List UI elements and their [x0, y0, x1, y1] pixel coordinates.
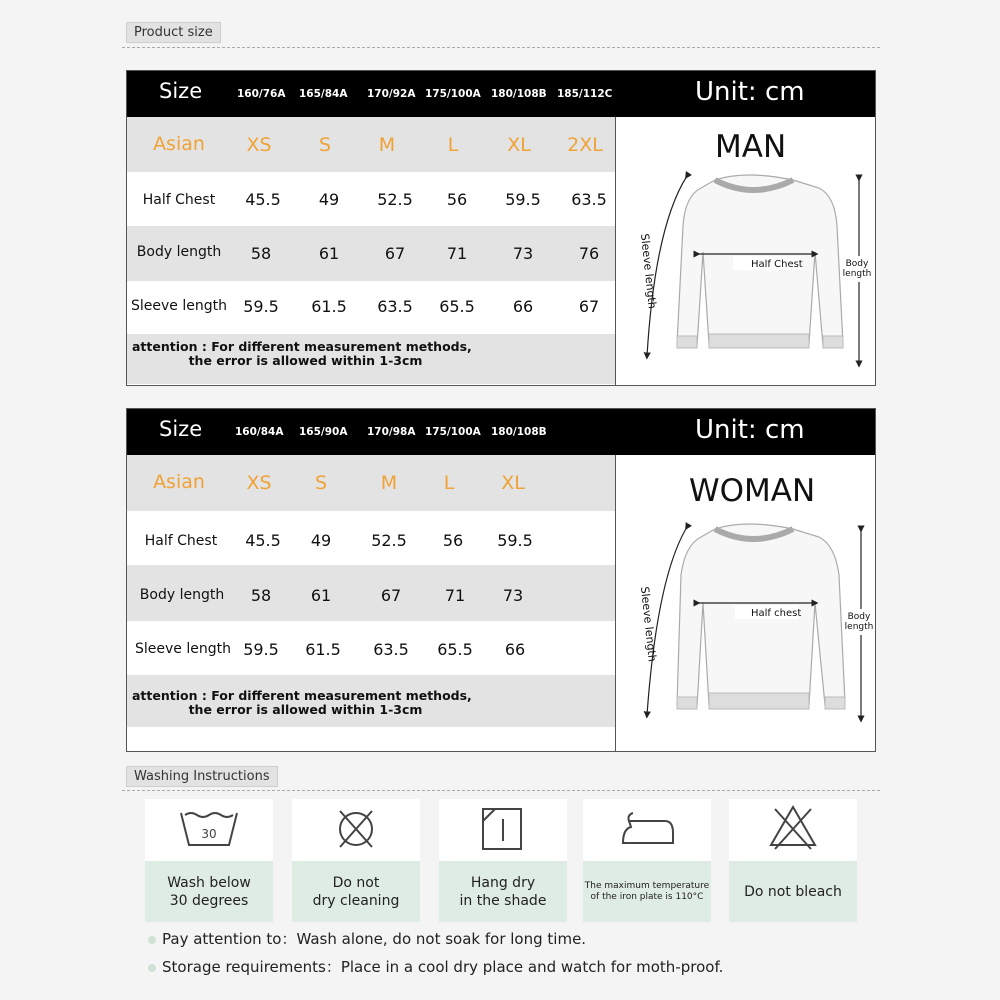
- attention-row: [127, 675, 615, 727]
- value-cell: 52.5: [377, 190, 413, 209]
- hang-dry-shade-icon: [439, 799, 567, 861]
- body-length-label: Body length: [844, 612, 873, 632]
- column-divider: [615, 117, 616, 385]
- size-cell: XL: [501, 472, 525, 494]
- value-cell: 61: [310, 586, 332, 605]
- size-cell: 2XL: [567, 134, 603, 156]
- size-code: 165/84A: [299, 88, 348, 100]
- iron-icon: [583, 799, 711, 861]
- woman-size-chart: [126, 408, 876, 752]
- sleeve-length-label: Sleeve length: [638, 232, 659, 310]
- unit-label: Unit: cm: [695, 77, 805, 107]
- size-code: 180/108B: [491, 88, 547, 100]
- bullet-icon: [148, 936, 156, 944]
- note-text: Wash alone, do not soak for long time.: [296, 930, 587, 948]
- wash-card: [292, 799, 420, 922]
- attention-row: [127, 334, 615, 384]
- size-heading: Size: [159, 417, 203, 441]
- body-length-label: Body length: [842, 259, 872, 279]
- value-cell: 56: [446, 190, 468, 209]
- note-label: Storage requirements：: [162, 958, 341, 976]
- care-note: [148, 928, 586, 949]
- size-code: 170/92A: [367, 88, 416, 100]
- size-cell: XL: [507, 134, 531, 156]
- value-cell: 58: [250, 244, 272, 263]
- wash-instruction-text: Hang dry in the shade: [439, 861, 567, 922]
- table-row: [127, 281, 615, 334]
- size-cell: S: [318, 134, 332, 156]
- man-table-header: [127, 71, 875, 117]
- value-cell: 59.5: [505, 190, 541, 209]
- table-row: [127, 511, 615, 565]
- value-cell: 66: [512, 297, 534, 316]
- sweater-diagram: [617, 166, 873, 376]
- unit-label: Unit: cm: [695, 415, 805, 445]
- value-cell: 65.5: [439, 297, 475, 316]
- value-cell: 67: [578, 297, 600, 316]
- size-cell: L: [447, 134, 459, 156]
- wash-card: [583, 799, 711, 922]
- value-cell: 59.5: [243, 297, 279, 316]
- wash-card: [439, 799, 567, 922]
- no-bleach-icon: [729, 799, 857, 861]
- value-cell: 67: [384, 244, 406, 263]
- size-cell: M: [380, 472, 398, 494]
- value-cell: 61.5: [305, 640, 341, 659]
- attention-note: attention : For different measurement methods, the error is allowed within 1-3cm: [132, 688, 472, 717]
- wash-instruction-text: Do not bleach: [729, 861, 857, 922]
- value-cell: 58: [250, 586, 272, 605]
- section-title-product-size: Product size: [126, 22, 221, 43]
- value-cell: 63.5: [377, 297, 413, 316]
- wash-30-icon: [145, 799, 273, 861]
- bullet-icon: [148, 964, 156, 972]
- section-title-washing: Washing Instructions: [126, 766, 278, 787]
- wash-instruction-text: Do not dry cleaning: [292, 861, 420, 922]
- storage-note: [148, 956, 723, 977]
- row-label: Half Chest: [142, 192, 216, 208]
- value-cell: 63.5: [373, 640, 409, 659]
- attention-note: attention : For different measurement methods, the error is allowed within 1-3cm: [132, 339, 472, 368]
- sleeve-length-label: Sleeve length: [638, 585, 659, 663]
- value-cell: 52.5: [371, 531, 407, 550]
- size-code: 175/100A: [425, 426, 481, 438]
- gender-title: WOMAN: [689, 473, 816, 509]
- value-cell: 65.5: [437, 640, 473, 659]
- value-cell: 71: [446, 244, 468, 263]
- value-cell: 49: [318, 190, 340, 209]
- asian-label: Asian: [153, 133, 205, 155]
- value-cell: 63.5: [571, 190, 607, 209]
- no-dry-clean-icon: [292, 799, 420, 861]
- table-row: [127, 621, 615, 675]
- size-cell: XS: [246, 134, 272, 156]
- row-label: Body length: [139, 587, 225, 603]
- sweater-diagram: [617, 513, 873, 733]
- man-size-chart: [126, 70, 876, 386]
- value-cell: 67: [380, 586, 402, 605]
- size-code: 180/108B: [491, 426, 547, 438]
- row-label: Body length: [136, 244, 222, 260]
- size-code: 170/98A: [367, 426, 416, 438]
- half-chest-label: Half Chest: [751, 259, 803, 270]
- size-cell: M: [378, 134, 396, 156]
- value-cell: 61.5: [311, 297, 347, 316]
- divider: [122, 790, 880, 791]
- row-label: Sleeve length: [131, 298, 227, 314]
- value-cell: 61: [318, 244, 340, 263]
- size-code: 185/112C: [557, 88, 613, 100]
- wash-instruction-text: Wash below 30 degrees: [145, 861, 273, 922]
- size-cell: S: [314, 472, 328, 494]
- value-cell: 59.5: [243, 640, 279, 659]
- half-chest-label: Half chest: [751, 608, 802, 619]
- table-row: [127, 565, 615, 621]
- woman-table-header: [127, 409, 875, 455]
- value-cell: 71: [444, 586, 466, 605]
- value-cell: 59.5: [497, 531, 533, 550]
- note-label: Pay attention to：: [162, 930, 297, 948]
- wash-instruction-text: The maximum temperature of the iron plate is 110°C: [583, 861, 711, 922]
- asian-size-row: [127, 117, 615, 172]
- value-cell: 56: [442, 531, 464, 550]
- value-cell: 49: [310, 531, 332, 550]
- wash-card: [145, 799, 273, 922]
- table-row: [127, 226, 615, 281]
- row-label: Half Chest: [144, 533, 218, 549]
- value-cell: 66: [504, 640, 526, 659]
- size-heading: Size: [159, 79, 203, 103]
- note-text: Place in a cool dry place and watch for moth-proof.: [340, 958, 724, 976]
- value-cell: 73: [502, 586, 524, 605]
- asian-label: Asian: [153, 471, 205, 493]
- divider: [122, 47, 880, 48]
- size-code: 175/100A: [425, 88, 481, 100]
- size-cell: L: [443, 472, 455, 494]
- column-divider: [615, 455, 616, 751]
- gender-title: MAN: [715, 129, 787, 165]
- size-code: 160/84A: [235, 426, 284, 438]
- value-cell: 45.5: [245, 531, 281, 550]
- value-cell: 76: [578, 244, 600, 263]
- value-cell: 45.5: [245, 190, 281, 209]
- svg-text:30: 30: [201, 827, 217, 841]
- value-cell: 73: [512, 244, 534, 263]
- row-label: Sleeve length: [135, 641, 231, 657]
- size-code: 160/76A: [237, 88, 286, 100]
- table-row: [127, 172, 615, 226]
- asian-size-row: [127, 455, 615, 511]
- size-cell: XS: [246, 472, 272, 494]
- wash-card: [729, 799, 857, 922]
- size-code: 165/90A: [299, 426, 348, 438]
